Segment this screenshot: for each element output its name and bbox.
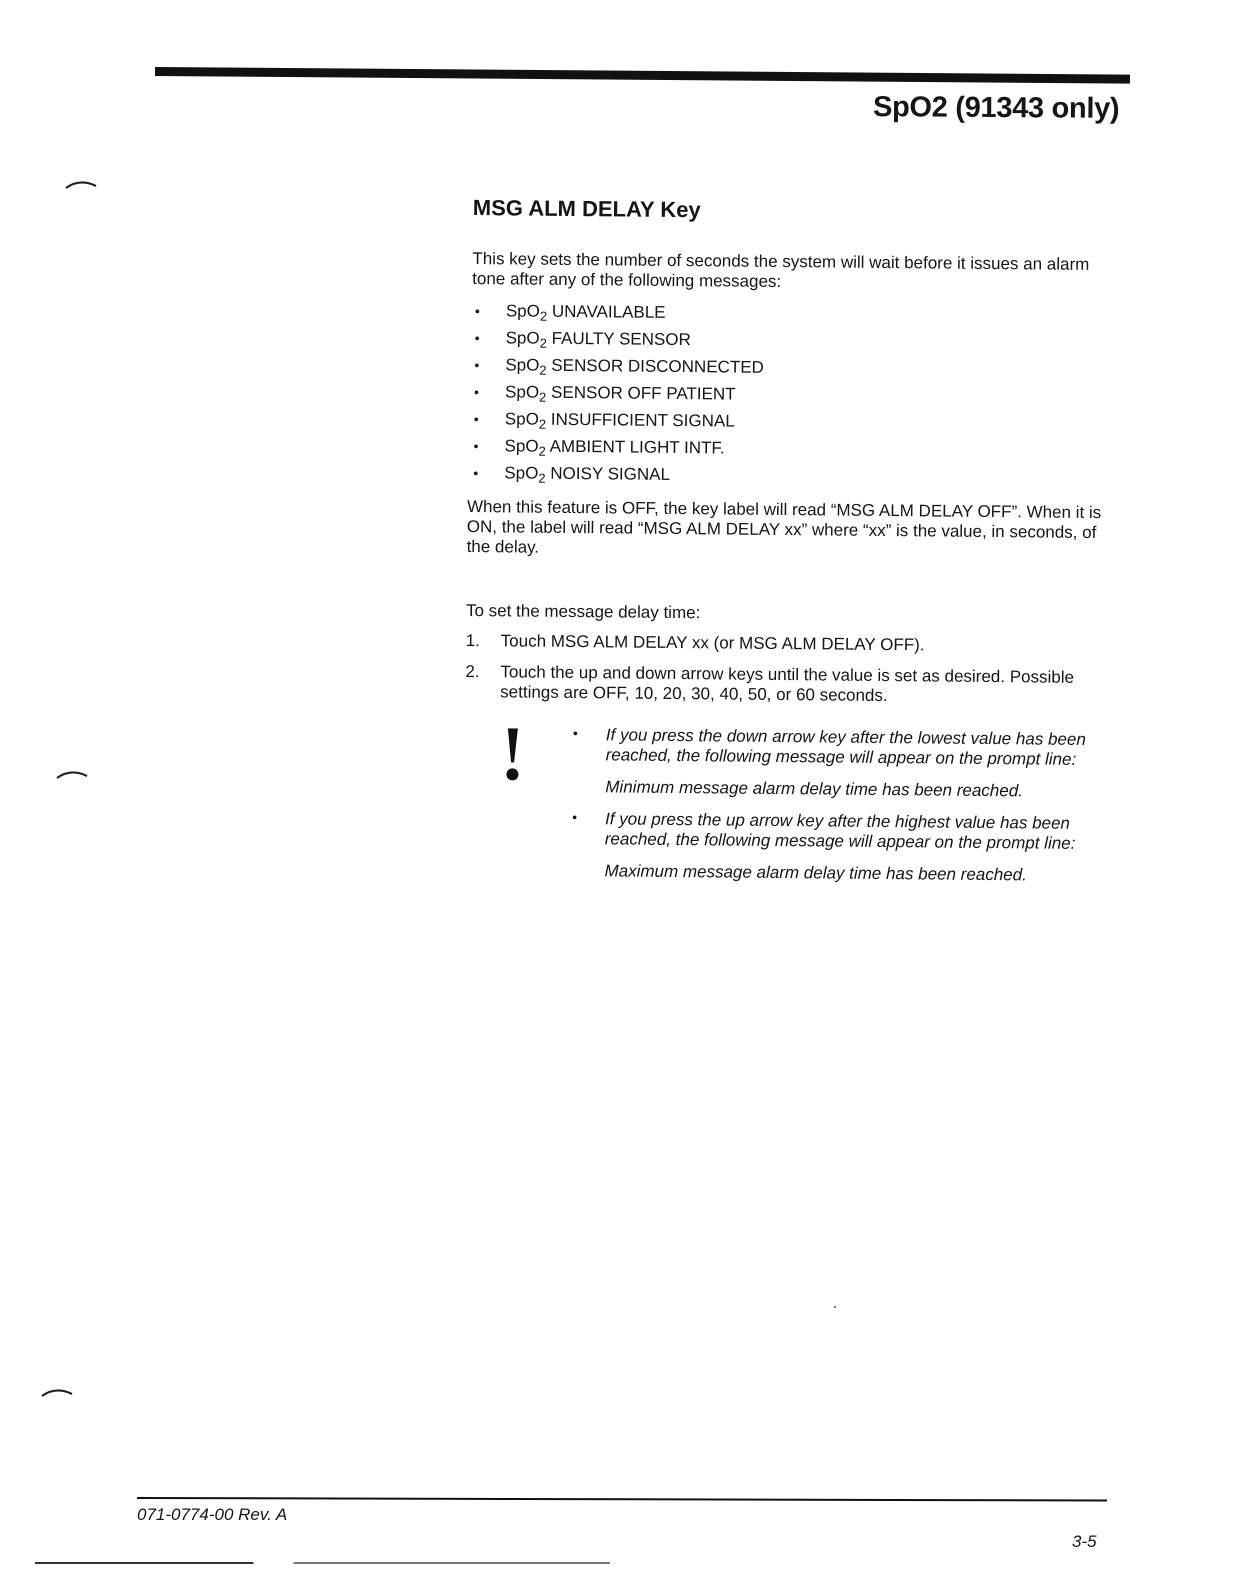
list-item: • SpO$_2$ NOISY SIGNAL	[467, 460, 1117, 493]
step-item: 2. Touch the up and down arrow keys until the value is set as desired. Possible settings are OFF, 10, 20, 30, 40, 50, or 60 seconds.	[465, 661, 1075, 706]
note-block	[463, 724, 1115, 920]
section-title: SpO2 (91343 only)	[872, 91, 1120, 125]
note-item: • If you press the down arrow key after the lowest value has been reached, the following message will appear on the prompt line: Minimum message alarm delay time has been reached.	[572, 725, 1113, 802]
note-text: If you press the down arrow key after the lowest value has been reached, the following message will appear on the prompt line:	[605, 725, 1086, 769]
page-number: 3-5	[1072, 1532, 1097, 1551]
intro-paragraph: This key sets the number of seconds the system will wait before it issues an alarm tone after any of the following messages:	[472, 249, 1090, 291]
main-content	[463, 195, 1120, 920]
prompt-message: Minimum message alarm delay time has been reached.	[605, 777, 1024, 801]
document-number: 071-0774-00 Rev. A	[137, 1505, 288, 1524]
list-item: • SpO$_2$ INSUFFICIENT SIGNAL	[468, 406, 1118, 439]
scan-speck	[834, 1306, 836, 1308]
note-item: • If you press the up arrow key after the highest value has been reached, the following message will appear on the prompt line: Maximum message alarm delay time has been reached.	[571, 809, 1112, 886]
note-list	[571, 725, 1113, 898]
scan-edge-line	[35, 1562, 610, 1564]
binder-hole-mark-middle	[55, 768, 89, 780]
procedure-title: To set the message delay time:	[465, 600, 701, 623]
procedure-steps	[465, 631, 1116, 708]
list-item: • SpO$_2$ SENSOR OFF PATIENT	[468, 379, 1118, 412]
footer-rule	[137, 1497, 1107, 1502]
list-item: • SpO$_2$ FAULTY SENSOR	[468, 325, 1118, 358]
feature-paragraph: When this feature is OFF, the key label will read “MSG ALM DELAY OFF”. When it is ON, the label will read “MSG ALM DELAY xx” where “xx” is the value, in seconds, of the delay.	[466, 496, 1102, 557]
key-heading: MSG ALM DELAY Key	[472, 195, 701, 223]
list-item: • SpO$_2$ AMBIENT LIGHT INTF.	[467, 433, 1117, 466]
list-item: • SpO$_2$ UNAVAILABLE	[469, 298, 1119, 331]
note-text: If you press the up arrow key after the highest value has been reached, the following message will appear on the prompt line:	[604, 809, 1076, 853]
binder-hole-mark-bottom	[40, 1386, 74, 1398]
exclamation-icon	[502, 726, 523, 782]
prompt-message: Maximum message alarm delay time has been reached.	[604, 861, 1027, 885]
list-item: • SpO$_2$ SENSOR DISCONNECTED	[468, 352, 1118, 385]
step-item: 1. Touch MSG ALM DELAY xx (or MSG ALM DELAY OFF).	[465, 630, 925, 655]
binder-hole-mark-top	[64, 178, 98, 190]
header-rule	[155, 67, 1130, 84]
message-list	[467, 298, 1119, 493]
